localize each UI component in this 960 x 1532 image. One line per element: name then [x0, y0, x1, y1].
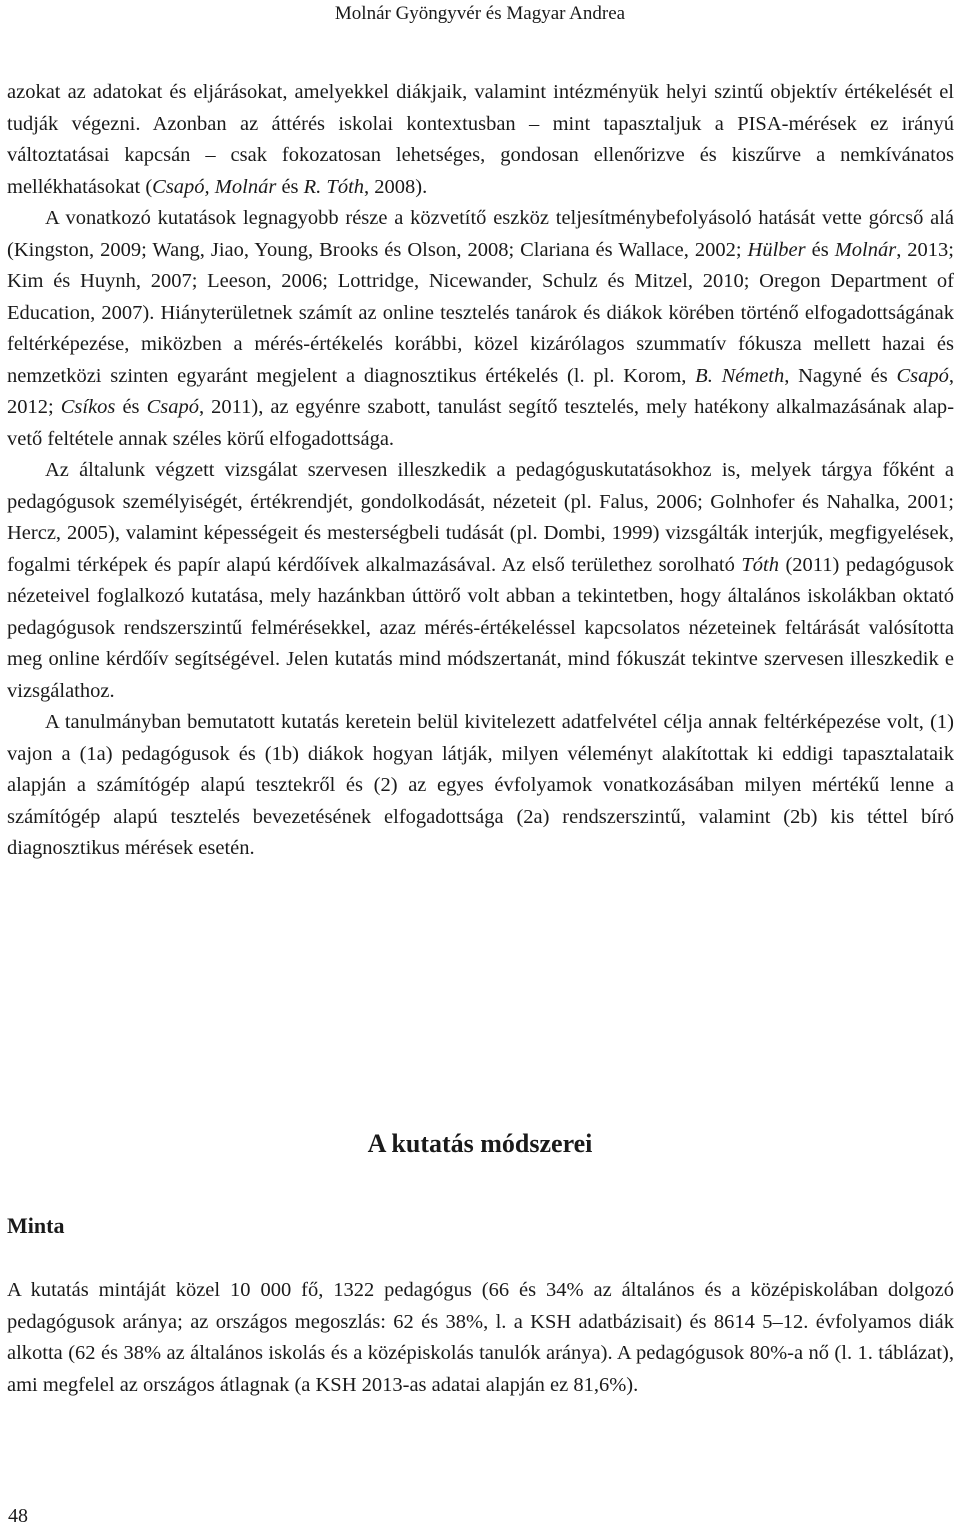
text-run: , 2008).: [364, 175, 428, 198]
text-run: , Nagyné és: [784, 364, 897, 387]
sample-text: [7, 1275, 954, 1401]
text-run: és: [276, 175, 304, 198]
citation-author: B. Németh: [695, 364, 785, 387]
paragraph: [7, 77, 954, 203]
page-number: 48: [8, 1505, 28, 1527]
text-run: A tanulmányban bemutatott kutatás keretein belül kivitelezett adatfelvétel célja annak feltérképezése volt, (1) vajon a (1a) pedagógusok és (1b) diákok hogyan látják, milyen véleményt alakítottak ki eddigi tapasztalataik alapján a számítógép alapú tesztekről és (2) az egyes évfolyamok vonatkozásában milyen mértékű lenne a számítógép alapú tesztelés bevezetésének elfogadottsága (2a) rendszerszintű, valamint (2b) kis téttel bíró diagnosztikus mérések esetén.: [7, 711, 954, 859]
text-run: , 2012;: [7, 364, 954, 418]
text-run: (2011) pedagógusok nézeteivel foglalkozó kutatása, mely hazánkban úttörő volt abban a tekintetben, hogy általános iskolákban oktató pedagógusok rendszerszintű felmérésekkel, azaz mérés-értékeléssel kapcsolatos nézeteinek feltárását valósította meg online kérdőív segítségével. Jelen kutatás mind módszertanát, mind fókuszát tekintve szervesen illeszkedik e vizsgálathoz.: [7, 553, 954, 702]
text-run: Az általunk végzett vizsgálat szervesen illeszkedik a pedagóguskutatásokhoz is, melyek tárgya főként a pedagógusok személyiségét, értékrendjét, gondolkodását, nézeteit (pl. Falus, 2006; Golnhofer és Nahalka, 2001; Hercz, 2005), valamint képességeit és mesterségbeli tudását (pl. Dombi, 1999) vizsgálták interjúk, megfigyelések, fogalmi térképek és papír alapú kérdőívek alkalmazásával. Az első területhez sorolható: [7, 459, 954, 576]
citation-author: R. Tóth: [303, 175, 365, 198]
paragraph: A kutatás mintáját közel 10 000 fő, 1322 pedagógus (66 és 34% az általános és a középiskolában dolgozó pedagógusok aránya; az országos megoszlás: 62 és 38%, l. a KSH adatbázisait) és 8614 5–12. évfolyamos diák alkotta (62 és 38% az általános iskolás és a középiskolás tanulók aránya). A pedagógusok 80%-a nő (l. 1. táblázat), ami megfelel az országos átlagnak (a KSH 2013-as adatai alapján ez 81,6%).: [7, 1279, 954, 1396]
citation-author: Csapó: [146, 396, 199, 418]
citation-author: Csapó: [896, 364, 949, 387]
introduction-text: [7, 77, 954, 865]
citation-author: Molnár: [834, 238, 897, 261]
citation-author: Hülber: [747, 238, 806, 261]
text-run: azokat az adatokat és eljárásokat, amelyekkel diákjaik, valamint intézményük helyi szintű objektív értékelését el tudják végezni. Azonban az áttérés iskolai kontextusban – mint tapasztaljuk a PISA-mérések ez irányú változtatásai kapcsán – csak fokozatosan lehetséges, gondosan ellenőrizve és kiszűrve a nemkívánatos mellékhatásokat (: [7, 81, 954, 198]
running-header: Molnár Gyöngyvér és Magyar Andrea: [334, 3, 626, 24]
text-run: , 2011), az egyénre szabott, tanulást segítő tesztelés, mely hatékony alkalmazásának alapvető feltétele annak széles körű elfogadottsága.: [7, 396, 955, 450]
sub-heading: Minta: [7, 1213, 65, 1238]
paragraph: [7, 455, 954, 707]
section-heading: A kutatás módszerei: [367, 1129, 593, 1158]
paragraph: [7, 203, 954, 455]
citation-author: Csapó, Molnár: [152, 175, 277, 198]
text-run: és: [115, 396, 147, 418]
citation-author: Csíkos: [60, 396, 116, 418]
text-run: , 2013; Kim és Huynh, 2007; Leeson, 2006; Lottridge, Nicewander, Schulz és Mitzel, 2010; Oregon Department of Education, 2007). Hiányterületnek számít az online tesztelés tanárok és diákok körében történő elfogadottságának feltérképezése, miközben a mérés-értékelés korábbi, közel kizárólagos szummatív fókusza mellett hazai és nemzetközi szinten egyaránt megjelent a diagnosztikus értékelés (l. pl. Korom,: [7, 238, 954, 387]
citation-author: Tóth: [741, 553, 779, 576]
text-run: és: [805, 238, 835, 261]
text-run: A vonatkozó kutatások legnagyobb része a közvetítő eszköz teljesítménybefolyásoló hatását vette górcső alá (Kingston, 2009; Wang, Jiao, Young, Brooks és Olson, 2008; Clariana és Wallace, 2002;: [7, 207, 954, 261]
paragraph: [7, 707, 954, 865]
